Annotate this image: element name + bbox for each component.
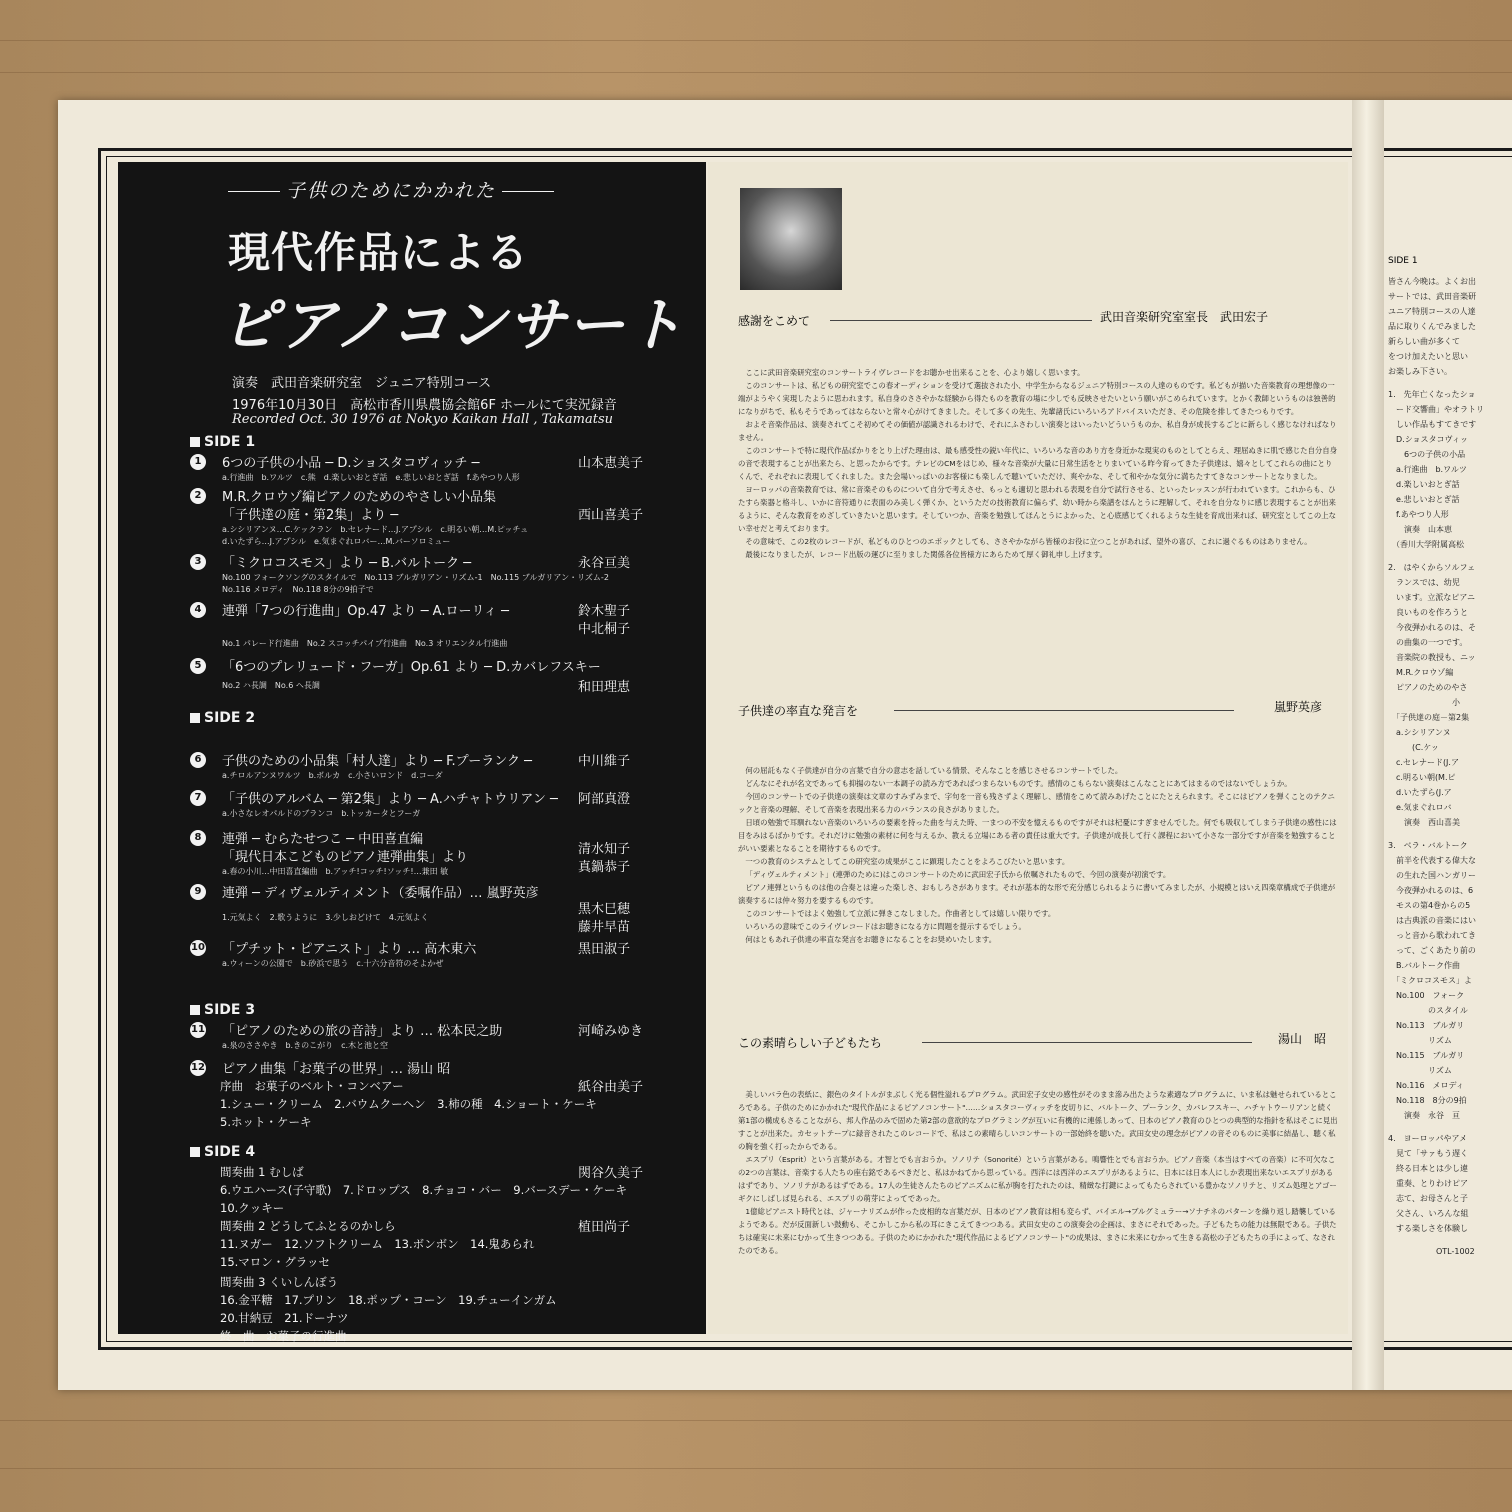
track-performer: 清水知子	[578, 842, 631, 857]
side4-heading: SIDE 4	[190, 1144, 255, 1160]
section-rule	[830, 320, 1092, 321]
section-rule	[922, 1042, 1252, 1043]
right-note-line: M.R.クロウゾ編	[1388, 668, 1454, 677]
right-note-line: 4. ヨーロッパやアメ	[1388, 1134, 1467, 1143]
album-title-line2: ピアノコンサート	[220, 291, 685, 359]
section-rule	[894, 710, 1234, 711]
right-note-line: (C.ケッ	[1388, 743, 1439, 752]
right-note-line: ード交響曲」やオラトリ	[1388, 405, 1484, 414]
right-note-line: e.気まぐれロバ	[1388, 803, 1452, 812]
paragraph: このコンサートは、私どもの研究室でこの春オーディションを受けて選抜された小、中学生からなるジュニア特別コースの人達のものです。私どもが描いた音楽教育の理想像の一端がようやく実現したように思われます。私自身のささやかな経験から得たものを教育の場に少しでも反映させたいという願いがこめられています。とかく教師というものは独善的になりがちで、私もそうであってはならないと常々心がけてきました。そして多くの先生、先輩諸氏にいろいろアドバイスいただき、その危険を排してきたつもりです。	[738, 381, 1336, 416]
track-performer: 永谷亘美	[578, 556, 631, 571]
section-heading: 子供達の率直な発言を	[738, 704, 859, 718]
section-body	[738, 764, 1338, 946]
track-number: 11	[190, 1022, 206, 1038]
track-subtitle: a.泉のささやき b.きのこがり c.木と池と空	[222, 1041, 389, 1050]
side4-line: 終 曲 お菓子の行進曲	[220, 1329, 347, 1343]
section-author: 武田音楽研究室室長 武田宏子	[1100, 310, 1269, 324]
track-number: 10	[190, 940, 206, 956]
right-note-line: 「子供達の庭－第2集	[1388, 713, 1470, 722]
paragraph: その意味で、この2枚のレコードが、私どものひとつのエポックとしても、ささやかながら皆様のお役に立つことがあれば、望外の喜び、これに過ぐるものはありません。	[745, 537, 1312, 546]
right-note-line: って、ごくあたり前の	[1388, 946, 1476, 955]
right-note-line: 良いものを作ろうと	[1388, 608, 1468, 617]
right-note-line: サートでは、武田音楽研	[1388, 292, 1476, 301]
track-subtitle: a.行進曲 b.ワルツ c.熊 d.楽しいおとぎ話 e.悲しいおとぎ話 f.あやつり人形	[222, 473, 520, 482]
paragraph: いろいろの意味でこのライヴレコードはお聴きになる方に問題を提示するでしょう。	[745, 922, 1026, 931]
track-performer: 黒田淑子	[578, 942, 631, 957]
paragraph: このコンサートで特に現代作品ばかりをとり上げた理由は、最も感受性の鋭い年代に、いろいろな音のあり方を身近かな現実のものとしてとらえ、理屈ぬきに肌で感じた自分自身の音で表現することが出来たら、と思ったからです。テレビのCMをはじめ、様々な音楽が大量に日常生活をとりまいている昨今育ってきた子供達は、嬉々としてこれらの曲にとりくんで、それぞれに表現してくれました。また会場いっぱいのお客様にも楽しんで聴いていただけ、爽やかな、そして和やかな気分に満ちたすてきなコンサートとなりました。	[738, 446, 1338, 481]
right-note-line: のスタイル	[1388, 1006, 1468, 1015]
t12-line: 序曲 お菓子のベルト・コンベアー	[220, 1079, 404, 1093]
track-performer: 和田理恵	[578, 680, 631, 695]
track-title: 「6つのプレリュード・フーガ」Op.61 より ─ D.カバレフスキー	[222, 660, 601, 675]
right-note-line: ランスでは、幼児	[1388, 578, 1460, 587]
section-author: 嵐野英彦	[1274, 700, 1323, 714]
section-author: 湯山 昭	[1278, 1032, 1327, 1046]
paragraph: エスプリ（Esprit）という言葉がある。才智とでも言おうか。ソノリテ（Sonorité）という言葉がある。鳴響性とでも言おうか。ピアノ音楽（本当はすべての音楽）に不可欠なこの2つの言葉は、音楽する人たちの座右銘であるべきだと、私はかねてから思っている。西洋には西洋のエスプリがあるように、日本には日本人にしか表現出来ないエスプリがあるはずであり、ソノリテがあるはずである。17人の生徒さんたちのピアニズムに私が胸を打たれたのは、精緻な打鍵によってもたらされている豊かなソノリテと、リズム処理とアゴーギクにしばしば見られる、エスプリの萌芽によってであった。	[738, 1155, 1337, 1203]
track-subtitle-line2: d.いたずら…J.アプシル e.気まぐれロバー…M.バーソロミュー	[222, 537, 451, 546]
track-title: 6つの子供の小品 ─ D.ショスタコヴィッチ ─	[222, 456, 480, 471]
section-body	[738, 366, 1338, 561]
right-note-line: ユニア特別コースの人達	[1388, 307, 1476, 316]
track-title: 「プチット・ピアニスト」より … 高木東六	[222, 942, 477, 957]
right-note-line: e.悲しいおとぎ話	[1388, 495, 1460, 504]
right-note-line: No.118 8分の9拍	[1388, 1096, 1467, 1105]
side4-line: 15.マロン・グラッセ	[220, 1255, 331, 1269]
track-number: 2	[190, 488, 206, 504]
right-note-line: 新らしい曲が多くて	[1388, 337, 1460, 346]
track-performer: 紙谷由美子	[578, 1080, 644, 1095]
right-note-line: の生れた国ハンガリー	[1388, 871, 1476, 880]
paragraph: 最後になりましたが、レコード出版の運びに至りました関係各位皆様方にあらためて厚く御礼申し上げます。	[745, 550, 1107, 559]
right-note-line: ピアノのためのやさ	[1388, 683, 1468, 692]
track-performer: 阿部真澄	[578, 792, 631, 807]
track-number: 7	[190, 790, 206, 806]
side4-line: 10.クッキー	[220, 1201, 285, 1215]
side3-heading: SIDE 3	[190, 1002, 255, 1018]
track-title: 「子供のアルバム ─ 第2集」より ─ A.ハチャトウリアン ─	[222, 792, 558, 807]
section-heading: 感謝をこめて	[738, 314, 811, 328]
track-subtitle: a.チロルアンヌワルツ b.ボルカ c.小さいロンド d.コーダ	[222, 771, 443, 780]
right-side-heading: SIDE 1	[1388, 256, 1418, 266]
paragraph: 日頃の勉強で耳馴れない音楽のいろいろの要素を持った曲を与えた時、一まつの不安を憶えるものですがそれは杞憂にすぎませんでした。何でも吸収してしまう子供達の感性には目をみはるばかりです。それだけに勉強の素材に何を与えるか、教える立場にある者の責任は重大です。子供達が成長して行く課程において小さな一部分ですが音楽を勉強することがいい要素となることを期待するものです。	[738, 818, 1337, 853]
paragraph: このコンサートではよく勉強して立派に弾きこなしました。作曲者としては嬉しい限りです。	[745, 909, 1056, 918]
right-note-line: しい作品もすてきです	[1388, 420, 1477, 429]
track-number: 8	[190, 830, 206, 846]
track-performer: 黒木巳穂	[578, 902, 631, 917]
right-note-line: 品に取りくんでみました	[1388, 322, 1476, 331]
recorded-ja: 1976年10月30日 高松市香川県農協会館6F ホールにて実況録音	[232, 398, 617, 413]
right-note-line: リズム	[1388, 1066, 1452, 1075]
paragraph: 「ディヴェルティメント」(連弾のために)はこのコンサートのために武田宏子氏から依嘱されたもので、今回の演奏が初演です。	[745, 870, 1171, 879]
right-note-line: 皆さん今晩は。よくお出	[1388, 277, 1476, 286]
track-title: 連弾「7つの行進曲」Op.47 より ─ A.ローリィ ─	[222, 604, 509, 619]
track-subtitle: a.シシリアンヌ…C.ケックラン b.セレナード…J.アプシル c.明るい朝…M.ピッチュ	[222, 525, 529, 534]
track-subtitle: No.100 フォークソングのスタイルで No.113 ブルガリアン・リズム-1 No.115 ブルガリアン・リズム-2	[222, 573, 609, 582]
sleeve-spine	[1352, 100, 1384, 1390]
track-number: 4	[190, 602, 206, 618]
right-note-line: B.バルトーク作曲	[1388, 961, 1461, 970]
paragraph: 何はともあれ子供達の率直な発言をお聴きになることをお奨めいたします。	[745, 935, 997, 944]
side4-line: 16.金平糖 17.プリン 18.ポップ・コーン 19.チューインガム	[220, 1293, 557, 1307]
right-note-line: 今夜弾かれるのは、6	[1388, 886, 1474, 895]
paragraph: ここに武田音楽研究室のコンサートライヴレコードをお聴かせ出来ることを、心より嬉しく思います。	[745, 368, 1085, 377]
paragraph: ヨーロッパの音楽教育では、常に音楽そのものについて自分で考えさせ、もっとも適切と思われる表現を自分で試行させる、といったレッスンが行われています。これからも、ひたすら楽器と格斗し、いかに音符通りに表面のみ美しく弾くか、というただの技術教育に偏らず、幼い時から楽譜をほんとうに理解して、それを自分なりに感じ表現することが出来るように、そんな教育をめざしていきたいと思います。そしていつか、音楽を勉強してほんとうによかった、と心底感じてくれるような生徒を育成出来れば、研究室としてこの上ない幸せだと考えております。	[738, 485, 1337, 533]
track-subtitle-line2: No.116 メロディ No.118 8分の9拍子で	[222, 585, 374, 594]
right-note-line: 1. 先年亡くなったショ	[1388, 390, 1476, 399]
right-note-line: a.シシリアンヌ	[1388, 728, 1451, 737]
right-note-line: っと音から歌われてき	[1388, 931, 1476, 940]
track-title-line2: 「子供達の庭・第2集」より ─	[222, 508, 399, 523]
right-note-line: No.100 フォーク	[1388, 991, 1465, 1000]
right-note-line: No.115 ブルガリ	[1388, 1051, 1465, 1060]
right-note-line: 演奏 永谷 亘	[1388, 1111, 1460, 1120]
paragraph: およそ音楽作品は、演奏されてこそ初めてその価値が認識されるわけで、それにふさわしい演奏とはいったいどういうものか、私自身が成長するごとに新らしく感じなければなりません。	[738, 420, 1337, 442]
right-note-line: 志て、お母さんと子	[1388, 1194, 1468, 1203]
right-note-line: No.116 メロディ	[1388, 1081, 1464, 1090]
side4-line: 6.ウエハース(子守歌) 7.ドロップス 8.チョコ・バー 9.バースデー・ケーキ	[220, 1183, 627, 1197]
right-note-line: 今夜弾かれるのは、そ	[1388, 623, 1476, 632]
right-note-line: 6つの子供の小品	[1388, 450, 1466, 459]
album-title-line1: 現代作品による	[228, 228, 530, 277]
right-note-line: （香川大学附属高松	[1388, 540, 1464, 549]
right-note-line: d.いたずら(J.ア	[1388, 788, 1452, 797]
right-note-line: をつけ加えたいと思い	[1388, 352, 1468, 361]
track-number: 5	[190, 658, 206, 674]
track-subtitle: No.1 パレード行進曲 No.2 スコッチパイプ行進曲 No.3 オリエンタル行進曲	[222, 639, 508, 648]
right-note-line: モスの第4巻からの5	[1388, 901, 1471, 910]
right-note-line: 終る日本とは少し違	[1388, 1164, 1468, 1173]
track-title: 連弾 ─ むらたせつこ ─ 中田喜直編	[222, 832, 424, 847]
right-note-line: 重奏、とりわけピア	[1388, 1179, 1468, 1188]
right-note-line: 演奏 山本恵	[1388, 525, 1452, 534]
side2-heading: SIDE 2	[190, 710, 255, 726]
paragraph: 今回のコンサートでの子供達の演奏は文章のすみずみまで、字句を一音も残さずよく理解し、感情をこめて読みあげたことにたとえられます。そこにはピアノを弾くことのテクニックと音楽の理解、そして音楽を表現出来る力のバランスの良さがありました。	[738, 792, 1335, 814]
right-note-line: 見て「サァもう遅く	[1388, 1149, 1468, 1158]
paragraph: どんなにそれが名文であっても抑揚のない一本調子の読み方であればつまらないものです。感情のこもらない演奏はこんなことにあてはまるのではないでしょうか。	[745, 779, 1292, 788]
right-note-line: は古典派の音楽にはい	[1388, 916, 1476, 925]
right-note-line: 演奏 西山喜美	[1388, 818, 1460, 827]
side4-line: 間奏曲 1 むしば	[220, 1165, 304, 1179]
track-title: 子供のための小品集「村人達」より ─ F.プーランク ─	[222, 754, 532, 769]
track-title: M.R.クロウゾ編ピアノのためのやさしい小品集	[222, 490, 497, 505]
tracklist-panel	[118, 162, 706, 1343]
paragraph: ピアノ連弾というものは他の合奏とは違った楽しさ、おもしろさがあります。それが基本的な形で充分感じられるように書いてみましたが、小規模とはいえ四楽章構成で子供達が演奏するには仲々努力を要するものです。	[738, 883, 1336, 905]
track-number: 1	[190, 454, 206, 470]
performers-line: 演奏 武田音楽研究室 ジュニア特別コース	[232, 376, 492, 391]
track-title: 「ミクロコスモス」より ─ B.バルトーク ─	[222, 556, 472, 571]
t12-line: 5.ホット・ケーキ	[220, 1115, 312, 1129]
track-performer: 河崎みゆき	[578, 1024, 644, 1039]
right-note-line: お楽しみ下さい。	[1388, 367, 1452, 376]
right-note-line: d.楽しいおとぎ話	[1388, 480, 1460, 489]
track-performer-2: 藤井早苗	[578, 920, 631, 935]
right-note-line: 小	[1388, 698, 1460, 707]
side4-performer: 植田尚子	[578, 1220, 631, 1235]
right-note-line: 3. ベラ・バルトーク	[1388, 841, 1468, 850]
side4-line: 間奏曲 2 どうしてふとるのかしら	[220, 1219, 396, 1233]
right-note-line: OTL-1002	[1388, 1247, 1475, 1256]
album-subtitle: 子供のためにかかれた	[222, 176, 560, 203]
track-title: ピアノ曲集「お菓子の世界」… 湯山 昭	[222, 1062, 451, 1077]
paragraph: 一つの教育のシステムとしてこの研究室の成果がここに顕現したことをよろこびたいと思います。	[745, 857, 1070, 866]
right-note-line: D.ショスタコヴィッ	[1388, 435, 1469, 444]
track-performer-2: 中北桐子	[578, 622, 631, 637]
right-note-line: 父さん、いろんな組	[1388, 1209, 1469, 1218]
section-body	[738, 1088, 1338, 1257]
track-number: 3	[190, 554, 206, 570]
liner-notes-panel	[708, 162, 1348, 1334]
track-performer-2: 真鍋恭子	[578, 860, 631, 875]
track-performer: 山本恵美子	[578, 456, 644, 471]
track-subtitle: a.小さなレオパルドのブランコ b.トッカータとフーガ	[222, 809, 421, 818]
right-note-line: c.セレナード(J.ア	[1388, 758, 1459, 767]
side4-line: 20.甘納豆 21.ドーナツ	[220, 1311, 349, 1325]
side4-line: 間奏曲 3 くいしんぼう	[220, 1275, 339, 1289]
track-subtitle: a.春の小川…中田喜直編曲 b.アッチ!コッチ!ソッチ!…兼田 敏	[222, 867, 449, 876]
paragraph: 何の屈託もなく子供達が自分の言葉で自分の意志を話している情景、そんなことを感じさせるコンサートでした。	[745, 766, 1123, 775]
portrait-photo	[740, 188, 842, 290]
recorded-en: Recorded Oct. 30 1976 at Nokyo Kaikan Hall , Takamatsu	[232, 412, 614, 427]
track-performer: 鈴木聖子	[578, 604, 631, 619]
track-number: 9	[190, 884, 206, 900]
right-note-line: c.明るい朝(M.ピ	[1388, 773, 1456, 782]
track-performer: 西山喜美子	[578, 508, 644, 523]
track-title-line2: 「現代日本こどものピアノ連弾曲集」より	[222, 850, 468, 865]
track-performer: 中川維子	[578, 754, 631, 769]
right-note-line: 「ミクロコスモス」よ	[1388, 976, 1472, 985]
t12-line: 1.シュー・クリーム 2.バウムクーヘン 3.柿の種 4.ショート・ケーキ	[220, 1097, 597, 1111]
right-note-line: 前半を代表する偉大な	[1388, 856, 1476, 865]
right-note-line: の曲集の一つです。	[1388, 638, 1468, 647]
right-note-line: 2. はやくからソルフェ	[1388, 563, 1476, 572]
right-note-line: います。立派なピアニ	[1388, 593, 1475, 602]
right-notes-panel	[1384, 162, 1512, 1334]
side4-line: 11.ヌガー 12.ソフトクリーム 13.ボンボン 14.鬼あられ	[220, 1237, 535, 1251]
right-note-line: a.行進曲 b.ワルツ	[1388, 465, 1467, 474]
right-note-line: f.あやつり人形	[1388, 510, 1449, 519]
track-subtitle: No.2 ハ長調 No.6 ヘ長調	[222, 681, 320, 690]
track-number: 6	[190, 752, 206, 768]
right-note-line: リズム	[1388, 1036, 1452, 1045]
track-subtitle: a.ウィーンの公園で b.砂浜で思う c.十六分音符のそよかぜ	[222, 959, 444, 968]
track-subtitle: 1.元気よく 2.歌うように 3.少しおどけて 4.元気よく	[222, 913, 429, 922]
side4-performer: 関谷久美子	[578, 1166, 644, 1181]
track-number: 12	[190, 1060, 206, 1076]
right-note-line: する楽しさを体験し	[1388, 1224, 1468, 1233]
track-title: 「ピアノのための旅の音詩」より … 松本民之助	[222, 1024, 503, 1039]
paragraph: 1億総ピアニスト時代とは、ジャーナリズムが作った皮相的な言葉だが、日本のピアノ教育は相も変らず、バイエル→ブルグミュラー→ソナチネのパターンを繰り返し踏襲しているようである。だが反面新しい鼓動も、そこかしこから私の耳にきこえてきつつある。武田女史のこの演奏会の企画は、まさにそれであった。子どもたちの能力は無限である。子供たちは確実に未来にむかって生きつつある。子供のためにかかれた"現代作品によるピアノコンサート"の成果は、まさに未来にむかって生きる高松の子どもたちの手によって、なされたのである。	[738, 1207, 1337, 1255]
paragraph: 美しいバラ色の表紙に、銀色のタイトルがまぶしく光る個性溢れるプログラム。武田宏子女史の感性がそのまま滲み出たような素適なプログラムに、いま私は魅せられているところである。子供のためにかかれた"現代作品によるピアノコンサート"……ショスタコーヴィッチを皮切りに、バルトーク、プーランク、カバレフスキー、ハチャトウーリアンと続く第1部の構成もさることながら、邦人作品のみで固めた第2部の意欲的なプログラミングが互いに有機的に連係しあって、日本のピアノ教育のひとつの典型的な指針を私はそこに見出すことが出来た。カセットテープに録音されたこのレコードで、私はこの素晴らしいコンサートの一部始終を聴いた。武田女史の理念がピアノの音そのものに美事に結晶し、聴く私の胸を強く打ったからである。	[738, 1090, 1338, 1151]
section-heading: この素晴らしい子どもたち	[738, 1036, 883, 1050]
track-title: 連弾 ─ ディヴェルティメント（委嘱作品）… 嵐野英彦	[222, 886, 539, 901]
side1-heading: SIDE 1	[190, 434, 255, 450]
right-note-line: No.113 ブルガリ	[1388, 1021, 1465, 1030]
right-note-line: 音楽院の教授も、ニッ	[1388, 653, 1476, 662]
